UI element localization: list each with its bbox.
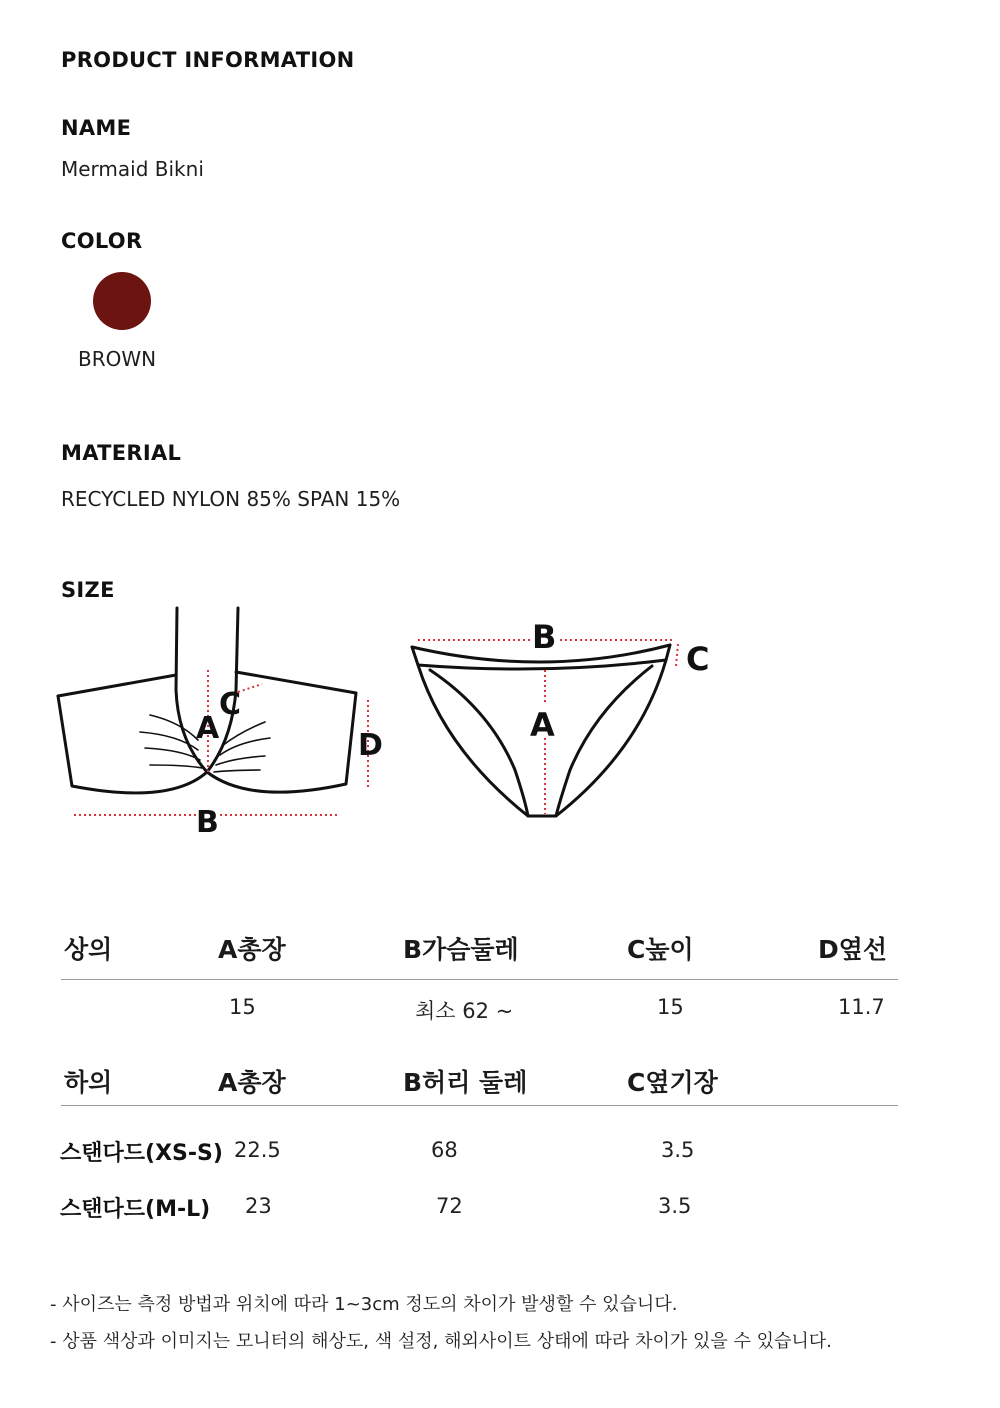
bottom-table-header-a: A총장 bbox=[218, 1068, 286, 1097]
top-table-header-a: A총장 bbox=[218, 935, 286, 964]
bottom-table-divider bbox=[61, 1105, 898, 1106]
color-swatch-label: BROWN bbox=[78, 347, 157, 371]
top-table-header-d: D옆선 bbox=[818, 935, 888, 964]
size-diagram bbox=[0, 600, 1000, 860]
size-heading: SIZE bbox=[61, 578, 115, 602]
top-table-divider bbox=[61, 979, 898, 980]
name-heading: NAME bbox=[61, 116, 132, 140]
top-label-d: D bbox=[358, 728, 383, 763]
top-label-c: C bbox=[219, 687, 242, 722]
top-label-a: A bbox=[196, 711, 220, 746]
top-label-b: B bbox=[196, 805, 219, 840]
table-cell: 최소 62 ~ bbox=[415, 999, 514, 1023]
bottom-table-header-c: C옆기장 bbox=[627, 1068, 718, 1097]
bottom-table-header-b: B허리 둘레 bbox=[403, 1068, 528, 1097]
top-table-header-c: C높이 bbox=[627, 935, 694, 964]
top-table-header-b: B가슴둘레 bbox=[403, 935, 519, 964]
bottom-table-header-category: 하의 bbox=[64, 1068, 113, 1097]
table-cell: 3.5 bbox=[661, 1138, 695, 1162]
bottom-label-b: B bbox=[532, 618, 557, 656]
color-heading: COLOR bbox=[61, 229, 143, 253]
color-note: - 상품 색상과 이미지는 모니터의 해상도, 색 설정, 해외사이트 상태에 따라 차이가 있을 수 있습니다. bbox=[50, 1331, 832, 1352]
table-cell: 3.5 bbox=[658, 1194, 692, 1218]
table-cell: 15 bbox=[229, 995, 256, 1019]
material-value: RECYCLED NYLON 85% SPAN 15% bbox=[61, 487, 401, 511]
table-cell: 68 bbox=[431, 1138, 458, 1162]
bottom-label-c: C bbox=[686, 640, 710, 678]
row-label-xs-s: 스탠다드(XS-S) bbox=[60, 1141, 223, 1166]
row-label-m-l: 스탠다드(M-L) bbox=[60, 1197, 211, 1222]
page-title: PRODUCT INFORMATION bbox=[61, 48, 355, 72]
table-cell: 15 bbox=[657, 995, 684, 1019]
table-cell: 72 bbox=[436, 1194, 463, 1218]
table-cell: 11.7 bbox=[838, 995, 885, 1019]
material-heading: MATERIAL bbox=[61, 441, 182, 465]
table-cell: 23 bbox=[245, 1194, 272, 1218]
table-cell: 22.5 bbox=[234, 1138, 281, 1162]
color-swatch-brown[interactable] bbox=[93, 272, 151, 330]
top-table-header-category: 상의 bbox=[64, 935, 113, 964]
product-name: Mermaid Bikni bbox=[61, 157, 204, 181]
size-note: - 사이즈는 측정 방법과 위치에 따라 1~3cm 정도의 차이가 발생할 수 있습니다. bbox=[50, 1294, 678, 1315]
bottom-label-a: A bbox=[530, 706, 555, 744]
